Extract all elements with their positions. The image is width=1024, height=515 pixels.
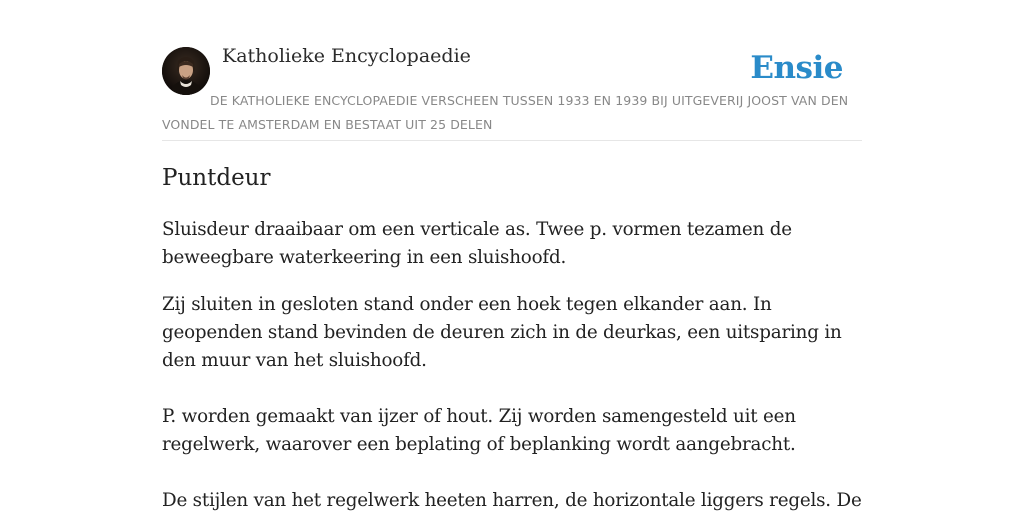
article-content (162, 160, 862, 515)
article-paragraph: Zij sluiten in gesloten stand onder een hoek tegen elkander aan. In geopenden stand bevinden de deuren zich in de deurkas, een uitsparing in den muur van het sluishoofd. (162, 294, 842, 371)
publication-header (162, 0, 862, 141)
article-paragraph: De stijlen van het regelwerk heeten harren, de horizontale liggers regels. De (162, 490, 862, 511)
publication-description: DE KATHOLIEKE ENCYCLOPAEDIE VERSCHEEN TUSSEN 1933 EN 1939 BIJ UITGEVERIJ JOOST VAN DEN VONDEL TE AMSTERDAM EN BESTAAT UIT 25 DELEN (162, 93, 849, 132)
page (162, 0, 862, 511)
paragraph-break (162, 375, 862, 403)
article-paragraph: Sluisdeur draaibaar om een verticale as. Twee p. vormen tezamen de beweegbare waterkeering in een sluishoofd. (162, 219, 792, 268)
portrait-icon (162, 47, 210, 95)
article-paragraph: P. worden gemaakt van ijzer of hout. Zij worden samengesteld uit een regelwerk, waarover een beplating of beplanking wordt aangebracht. (162, 406, 796, 455)
publication-title[interactable]: Katholieke Encyclopaedie (222, 45, 471, 67)
publication-avatar[interactable] (162, 47, 210, 95)
brand-logo[interactable]: Ensie (750, 50, 843, 86)
paragraph-break (162, 459, 862, 487)
article-title: Puntdeur (162, 165, 271, 191)
